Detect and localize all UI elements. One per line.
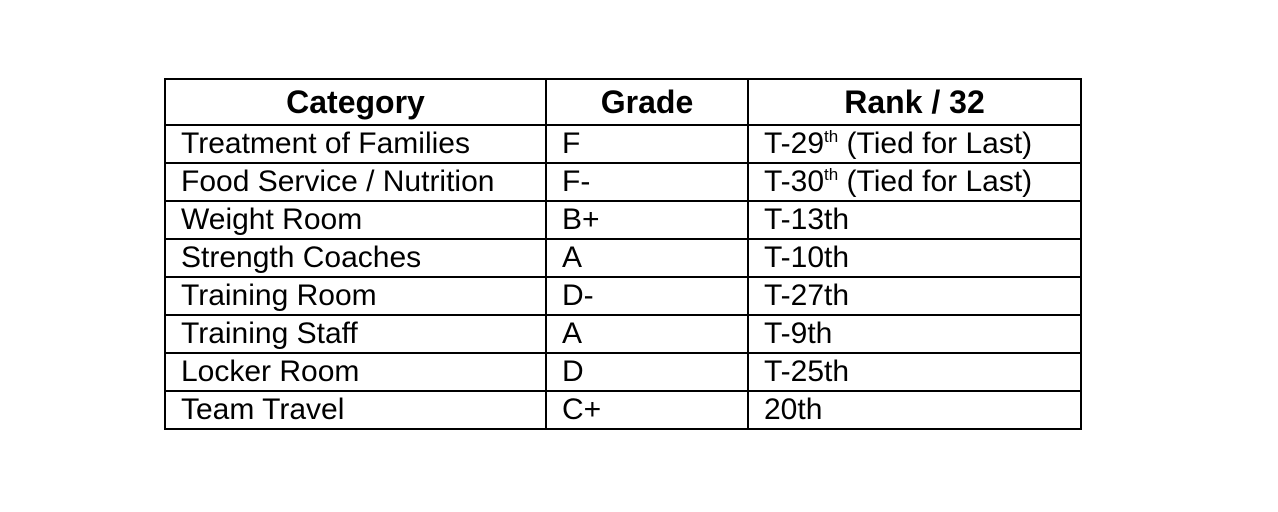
rank-note: (Tied for Last) (838, 127, 1033, 160)
category-cell: Training Staff (165, 315, 546, 353)
rank-cell (748, 163, 1081, 201)
category-cell: Treatment of Families (165, 125, 546, 163)
rank-value: T-30 (764, 165, 825, 198)
category-cell: Locker Room (165, 353, 546, 391)
category-cell: Food Service / Nutrition (165, 163, 546, 201)
rank-cell (748, 125, 1081, 163)
rank-cell: T-9th (748, 315, 1081, 353)
header-grade: Grade (546, 79, 748, 125)
rank-cell: 20th (748, 391, 1081, 429)
grade-cell: F- (546, 163, 748, 201)
table-row (165, 277, 1081, 315)
rank-cell: T-27th (748, 277, 1081, 315)
rank-ordinal: th (824, 127, 839, 146)
rank-cell: T-10th (748, 239, 1081, 277)
rank-value: T-29 (764, 127, 825, 160)
table-row (165, 239, 1081, 277)
grade-cell: A (546, 315, 748, 353)
category-cell: Strength Coaches (165, 239, 546, 277)
category-cell: Weight Room (165, 201, 546, 239)
grade-cell: A (546, 239, 748, 277)
header-category: Category (165, 79, 546, 125)
rank-cell: T-25th (748, 353, 1081, 391)
rank-cell: T-13th (748, 201, 1081, 239)
table-row (165, 391, 1081, 429)
grade-cell: D- (546, 277, 748, 315)
header-rank: Rank / 32 (748, 79, 1081, 125)
grade-cell: D (546, 353, 748, 391)
rank-ordinal: th (824, 165, 839, 184)
table-row (165, 315, 1081, 353)
category-cell: Team Travel (165, 391, 546, 429)
table-row (165, 163, 1081, 201)
grade-cell: F (546, 125, 748, 163)
header-row (165, 79, 1081, 125)
grades-table (164, 78, 1082, 430)
grade-cell: B+ (546, 201, 748, 239)
table-row (165, 125, 1081, 163)
rank-note: (Tied for Last) (838, 165, 1033, 198)
category-cell: Training Room (165, 277, 546, 315)
grade-cell: C+ (546, 391, 748, 429)
table-row (165, 201, 1081, 239)
table-row (165, 353, 1081, 391)
